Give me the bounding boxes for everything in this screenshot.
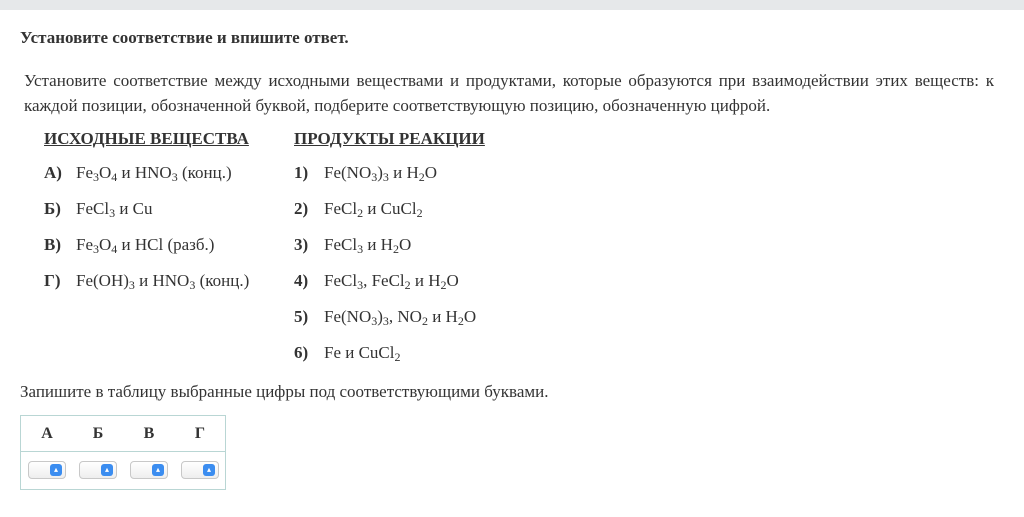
item-key: 2) bbox=[294, 199, 309, 218]
answer-select-v[interactable] bbox=[130, 461, 168, 479]
source-item-b bbox=[44, 198, 153, 220]
item-formula: FeCl$_3$ и $H_2O$ bbox=[324, 235, 412, 256]
source-item-g bbox=[44, 270, 249, 292]
product-item-4 bbox=[294, 270, 459, 292]
source-substances-column bbox=[44, 128, 250, 292]
item-formula: FeCl$_2$ и CuCl$_2$ bbox=[324, 199, 423, 220]
source-item-v bbox=[44, 234, 214, 256]
item-key: В) bbox=[44, 235, 61, 254]
select-arrows-icon: ▴ bbox=[101, 464, 113, 476]
answer-table-header bbox=[21, 416, 225, 452]
task-description: Установите соответствие между исходными веществами и продуктами, которые образуются при взаимодействии этих веществ: к каждой позиции, обозначенной буквой, подберите соответствующую позицию, обозначенную цифрой. bbox=[24, 71, 994, 115]
source-substances-heading: ИСХОДНЫЕ ВЕЩЕСТВА bbox=[44, 129, 249, 148]
answer-table bbox=[20, 415, 226, 490]
answer-select-b[interactable] bbox=[79, 461, 117, 479]
product-item-3 bbox=[294, 234, 411, 256]
reaction-products-heading: ПРОДУКТЫ РЕАКЦИИ bbox=[294, 129, 485, 148]
task-title: Установите соответствие и впишите ответ. bbox=[20, 28, 349, 47]
item-key: 3) bbox=[294, 235, 309, 254]
answer-header-v: В bbox=[143, 425, 155, 442]
item-key: 1) bbox=[294, 163, 309, 182]
answer-select-a[interactable] bbox=[28, 461, 66, 479]
answer-header-a: А bbox=[41, 425, 53, 442]
top-strip bbox=[0, 0, 1024, 10]
answer-instruction: Запишите в таблицу выбранные цифры под соответствующими буквами. bbox=[20, 382, 549, 401]
item-formula: $Fe_3O_4$ и HCl (разб.) bbox=[76, 235, 215, 256]
item-formula: $Fe(OH)_3$ и $HNO_3$ (конц.) bbox=[76, 271, 250, 292]
item-key: 6) bbox=[294, 343, 309, 362]
item-key: 4) bbox=[294, 271, 309, 290]
answer-header-g: Г bbox=[194, 425, 206, 442]
item-formula: FeCl$_3$, FeCl$_2$ и $H_2O$ bbox=[324, 271, 459, 292]
item-formula: $Fe(NO_3)_3$ и $H_2O$ bbox=[324, 163, 438, 184]
item-formula: Fe и CuCl$_2$ bbox=[324, 343, 401, 364]
source-item-a bbox=[44, 162, 232, 184]
select-arrows-icon: ▴ bbox=[50, 464, 62, 476]
reaction-products-column bbox=[294, 128, 485, 364]
product-item-1 bbox=[294, 162, 437, 184]
select-arrows-icon: ▴ bbox=[152, 464, 164, 476]
item-key: А) bbox=[44, 163, 62, 182]
item-formula: FeCl$_3$ и Cu bbox=[76, 199, 153, 220]
item-key: Г) bbox=[44, 271, 61, 290]
item-key: 5) bbox=[294, 307, 309, 326]
answer-header-b: Б bbox=[92, 425, 104, 442]
product-item-5 bbox=[294, 306, 476, 328]
item-formula: $Fe(NO_3)_3$, $NO_2$ и $H_2O$ bbox=[324, 307, 477, 328]
select-arrows-icon: ▴ bbox=[203, 464, 215, 476]
item-key: Б) bbox=[44, 199, 61, 218]
item-formula: $Fe_3O_4$ и $HNO_3$ (конц.) bbox=[76, 163, 232, 184]
product-item-6 bbox=[294, 342, 401, 364]
product-item-2 bbox=[294, 198, 423, 220]
answer-select-g[interactable] bbox=[181, 461, 219, 479]
